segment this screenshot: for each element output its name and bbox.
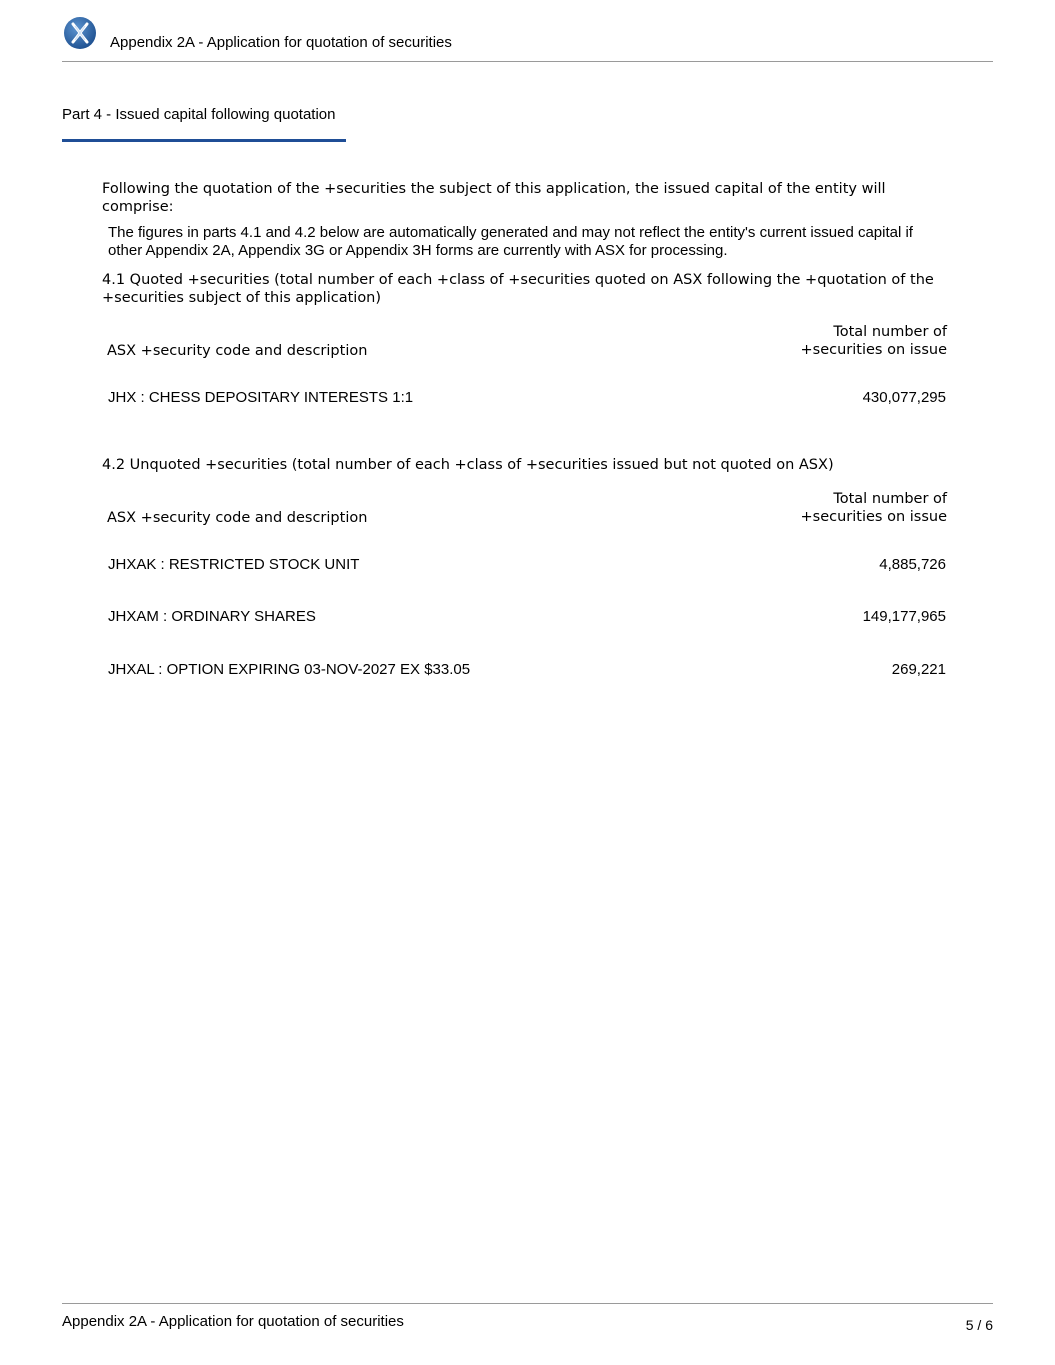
footer-title: Appendix 2A - Application for quotation of securities — [62, 1313, 404, 1330]
unquoted-col-desc-header: ASX +security code and description — [107, 510, 368, 526]
unquoted-row-desc: JHXAL : OPTION EXPIRING 03-NOV-2027 EX $33.05 — [108, 661, 471, 678]
page-number: 5 / 6 — [965, 1317, 993, 1333]
quoted-col-desc-header: ASX +security code and description — [107, 343, 368, 359]
unquoted-col-total-header — [801, 490, 948, 526]
intro-text: Following the quotation of the +securities the subject of this application, the issued capital of the entity will comprise: — [102, 181, 886, 215]
quoted-heading: 4.1 Quoted +securities (total number of each +class of +securities quoted on ASX following the +quotation of the +securities subject of this application) — [102, 272, 934, 306]
quoted-row-total: 430,077,295 — [862, 389, 946, 406]
header-title: Appendix 2A - Application for quotation of securities — [110, 34, 452, 51]
part-title: Part 4 - Issued capital following quotation — [62, 106, 336, 123]
page-header — [62, 16, 993, 62]
part-title-underline — [62, 139, 346, 142]
note-text: The figures in parts 4.1 and 4.2 below are automatically generated and may not reflect the entity's current issued capital if other Appendix 2A, Appendix 3G or Appendix 3H forms are currently with ASX for processing. — [108, 224, 913, 259]
quoted-col-total-line1: Total number of — [833, 324, 947, 340]
asx-logo-icon — [63, 16, 97, 50]
quoted-row-desc: JHX : CHESS DEPOSITARY INTERESTS 1:1 — [108, 389, 414, 406]
unquoted-row-desc: JHXAM : ORDINARY SHARES — [108, 608, 316, 625]
unquoted-row-total: 4,885,726 — [879, 556, 946, 573]
unquoted-row-desc: JHXAK : RESTRICTED STOCK UNIT — [108, 556, 360, 573]
unquoted-row-total: 269,221 — [891, 661, 946, 678]
unquoted-heading: 4.2 Unquoted +securities (total number of each +class of +securities issued but not quoted on ASX) — [102, 457, 834, 473]
unquoted-col-total-line1: Total number of — [833, 491, 947, 507]
unquoted-row-total: 149,177,965 — [862, 608, 946, 625]
unquoted-col-total-line2: +securities on issue — [800, 509, 947, 525]
quoted-col-total-line2: +securities on issue — [800, 342, 947, 358]
footer-divider — [62, 1303, 993, 1304]
quoted-col-total-header — [801, 323, 948, 359]
